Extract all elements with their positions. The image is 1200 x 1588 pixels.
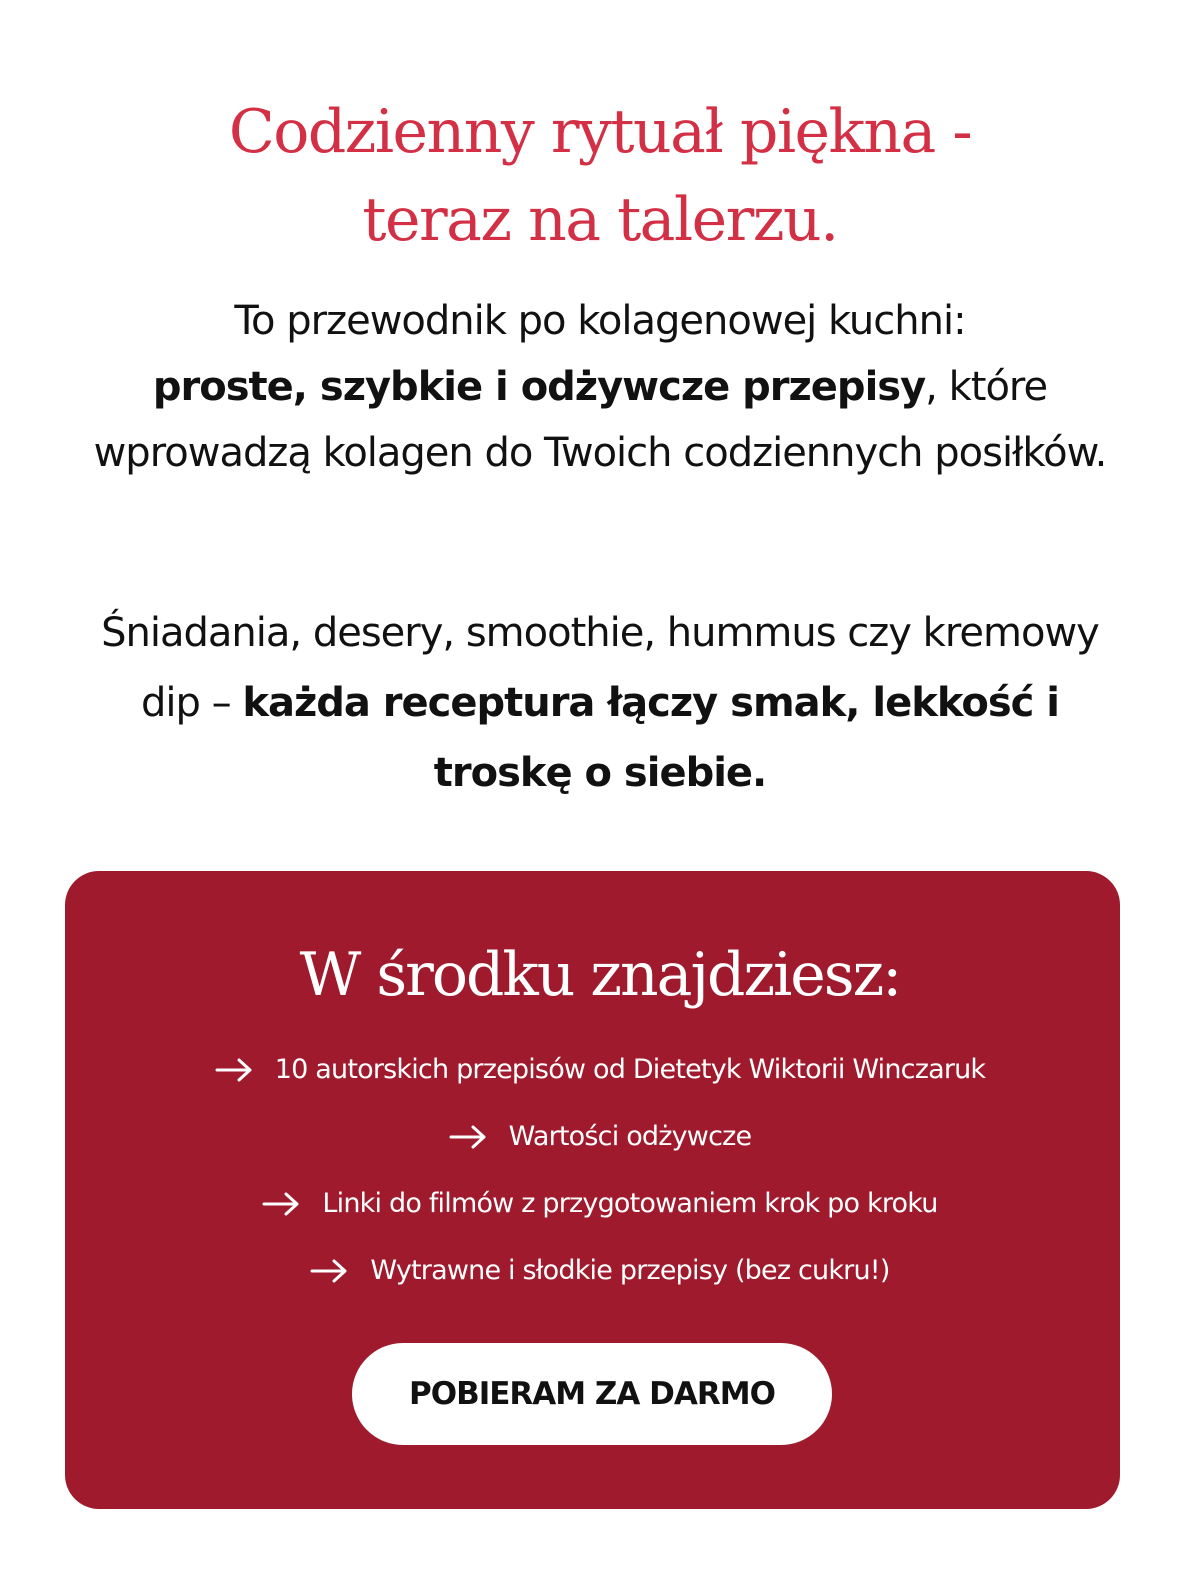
- intro-paragraph-2: [80, 598, 1120, 808]
- arrow-right-icon: [310, 1259, 348, 1283]
- arrow-right-icon: [262, 1192, 300, 1216]
- headline-line-2: teraz na talerzu.: [362, 185, 838, 255]
- list-item: [0, 1103, 1200, 1170]
- intro-1-bold: proste, szybkie i odżywcze przepisy: [152, 364, 926, 410]
- intro-paragraph-1: [80, 288, 1120, 486]
- intro-2-bold: każda receptura łączy smak, lekkość i troskę o siebie.: [242, 680, 1059, 796]
- feature-text: Wartości odżywcze: [508, 1121, 752, 1152]
- feature-text: Wytrawne i słodkie przepisy (bez cukru!): [370, 1255, 890, 1286]
- list-item: [0, 1170, 1200, 1237]
- headline-line-1: Codzienny rytuał piękna -: [228, 97, 972, 167]
- intro-2-lead: Śniadania, desery, smoothie, hummus czy kremowy dip –: [101, 610, 1099, 726]
- arrow-right-icon: [449, 1125, 487, 1149]
- arrow-right-icon: [215, 1058, 253, 1082]
- feature-text: Linki do filmów z przygotowaniem krok po kroku: [322, 1188, 938, 1219]
- intro-1-rest: , które wprowadzą kolagen do Twoich codziennych posiłków.: [93, 364, 1107, 476]
- list-item: [0, 1237, 1200, 1304]
- list-item: [0, 1036, 1200, 1103]
- page-headline: [0, 88, 1200, 264]
- download-free-button[interactable]: POBIERAM ZA DARMO: [352, 1343, 832, 1445]
- card-title: W środku znajdziesz:: [299, 940, 901, 1010]
- intro-1-lead: To przewodnik po kolagenowej kuchni:: [234, 298, 966, 344]
- feature-text: 10 autorskich przepisów od Dietetyk Wiktorii Winczaruk: [274, 1054, 986, 1085]
- feature-list: [0, 1036, 1200, 1304]
